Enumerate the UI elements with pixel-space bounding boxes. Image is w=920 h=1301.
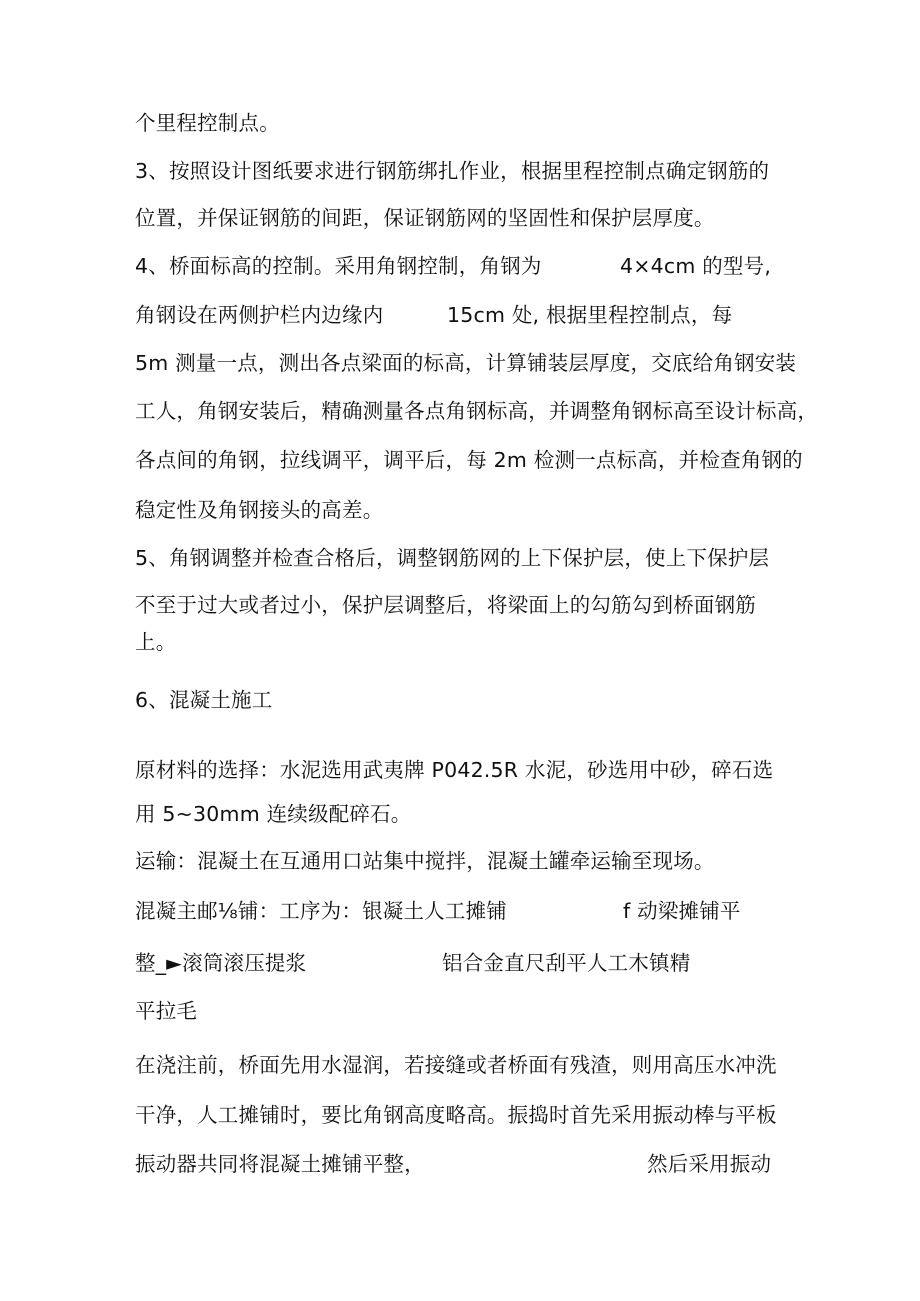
- text-run: 位置，并保证钢筋的间距，保证钢筋网的坚固性和保护层厚度。: [135, 206, 715, 230]
- text-run: 个里程控制点。: [135, 111, 280, 135]
- text-run: 振动器共同将混凝土摊铺平整，: [135, 1152, 425, 1176]
- text-run: 15cm 处, 根据里程控制点，每: [447, 303, 733, 327]
- text-run: 原材料的选择：水泥选用武夷牌 P042.5R 水泥，砂选用中砂，碎石选: [135, 758, 774, 782]
- text-run: 不至于过大或者过小，保护层调整后，将梁面上的勾筋勾到桥面钢筋: [135, 593, 756, 617]
- text-run: 5m 测量一点，测出各点梁面的标高，计算铺装层厚度，交底给角钢安装: [135, 351, 797, 375]
- text-run: 各点间的角钢，拉线调平，调平后，每 2m 检测一点标高，并检查角钢的: [135, 448, 803, 472]
- text-run: 平拉毛: [135, 999, 198, 1023]
- text-run: 干净，人工摊铺时，要比角钢高度略高。振捣时首先采用振动棒与平板: [135, 1103, 777, 1127]
- text-run: 4、桥面标高的控制。采用角钢控制，角钢为: [135, 254, 542, 278]
- text-run: 上。: [135, 630, 177, 654]
- text-run: 角钢设在两侧护栏内边缘内: [135, 303, 384, 327]
- text-run: 然后采用振动: [647, 1152, 772, 1176]
- text-run: 混凝主邮⅛铺：工序为：银凝土人工摊铺: [135, 899, 507, 923]
- text-run: 稳定性及角钢接头的高差。: [135, 498, 384, 522]
- text-run: f 动梁摊铺平: [623, 899, 741, 923]
- text-run: 工人，角钢安装后，精确测量各点角钢标高，并调整角钢标高至设计标高，: [135, 399, 819, 423]
- text-run: 6、混凝土施工: [135, 688, 273, 712]
- text-run: 在浇注前，桥面先用水湿润，若接缝或者桥面有残渣，则用高压水冲洗: [135, 1053, 777, 1077]
- text-run: 整_►滚筒滚压提浆: [135, 951, 307, 975]
- text-run: 4×4cm 的型号,: [620, 254, 772, 278]
- text-run: 运输：混凝土在互通用口站集中搅拌，混凝土罐牵运输至现场。: [135, 849, 715, 873]
- text-run: 3、按照设计图纸要求进行钢筋绑扎作业，根据里程控制点确定钢筋的: [135, 159, 770, 183]
- text-run: 铝合金直尺刮平人工木镇精: [442, 951, 691, 975]
- text-run: 用 5~30mm 连续级配碎石。: [135, 802, 412, 826]
- text-run: 5、角钢调整并检查合格后，调整钢筋网的上下保护层，使上下保护层: [135, 546, 770, 570]
